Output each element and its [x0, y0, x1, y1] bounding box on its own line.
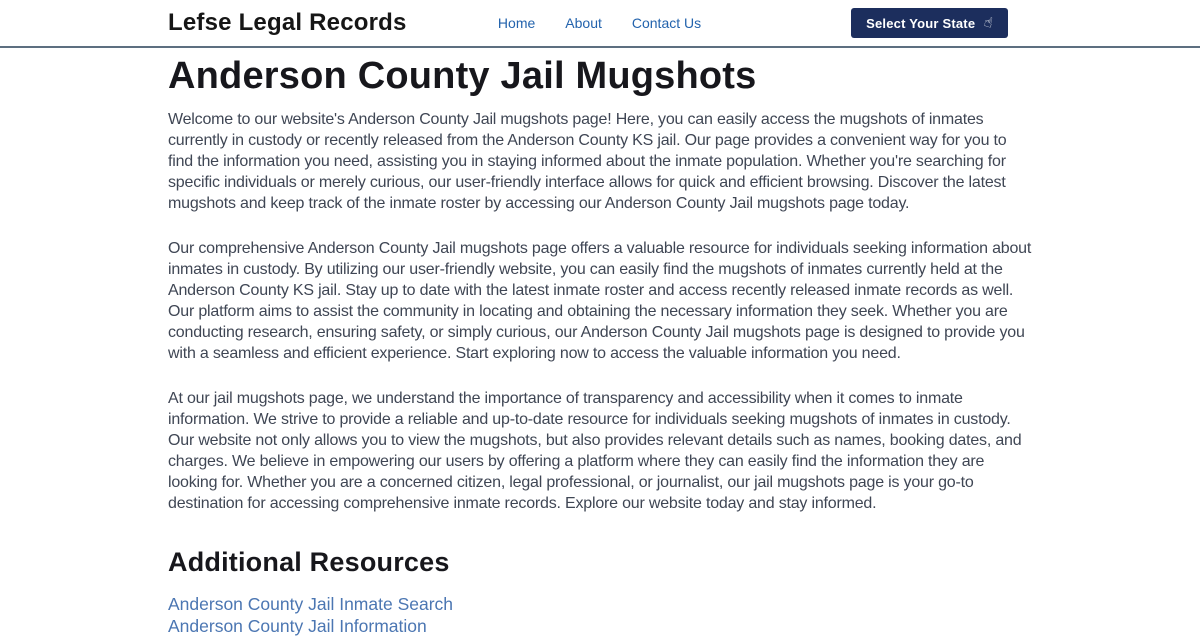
main-nav: [498, 15, 701, 31]
resource-links: [168, 593, 1032, 637]
nav-about[interactable]: About: [565, 15, 602, 31]
transparency-paragraph: At our jail mugshots page, we understand the importance of transparency and accessibility when it comes to inmate information. We strive to provide a reliable and up-to-date resource for individuals seeking mugshots of inmates in custody. Our website not only allows you to view the mugshots, but also provides relevant details such as names, booking dates, and charges. We believe in empowering our users by offering a platform where they can easily find the information they are looking for. Whether you are a concerned citizen, legal professional, or journalist, our jail mugshots page is your go-to destination for accessing comprehensive inmate records. Explore our website today and stay informed.: [168, 390, 1022, 512]
jail-information-link[interactable]: Anderson County Jail Information: [168, 616, 427, 636]
nav-home[interactable]: Home: [497, 15, 536, 31]
header-inner: [168, 0, 1032, 46]
intro-paragraph: Welcome to our website's Anderson County Jail mugshots page! Here, you can easily access the mugshots of inmates currently in custody or recently released from the Anderson County KS jail. Our page provides a convenient way for you to find the information you need, assisting you in staying informed about the inmate population. Whether you're searching for specific individuals or merely curious, our user-friendly interface allows for quick and efficient browsing. Discover the latest mugshots and keep track of the inmate roster by accessing our Anderson County Jail mugshots page today.: [168, 111, 1007, 212]
site-header: [0, 0, 1200, 48]
main-content: [168, 48, 1032, 637]
site-title: Lefse Legal Records: [168, 9, 407, 36]
additional-resources-heading: Additional Resources: [168, 547, 450, 577]
pointing-hand-icon: ☝: [982, 14, 995, 32]
select-your-state-button-label: Select Your State: [866, 15, 976, 31]
inmate-search-link[interactable]: Anderson County Jail Inmate Search: [168, 594, 454, 614]
overview-paragraph: Our comprehensive Anderson County Jail mugshots page offers a valuable resource for individuals seeking information about inmates in custody. By utilizing our user-friendly website, you can easily find the mugshots of inmates currently held at the Anderson County KS jail. Stay up to date with the latest inmate roster and access recently released inmate records as well. Our platform aims to assist the community in locating and obtaining the necessary information they seek. Whether you are conducting research, ensuring safety, or simply curious, our Anderson County Jail mugshots page is designed to provide you with a seamless and efficient experience. Start exploring now to access the valuable information you need.: [168, 240, 1032, 362]
page-title: Anderson County Jail Mugshots: [168, 55, 757, 97]
select-your-state-button[interactable]: [851, 8, 1008, 38]
nav-contact-us[interactable]: Contact Us: [631, 15, 702, 31]
